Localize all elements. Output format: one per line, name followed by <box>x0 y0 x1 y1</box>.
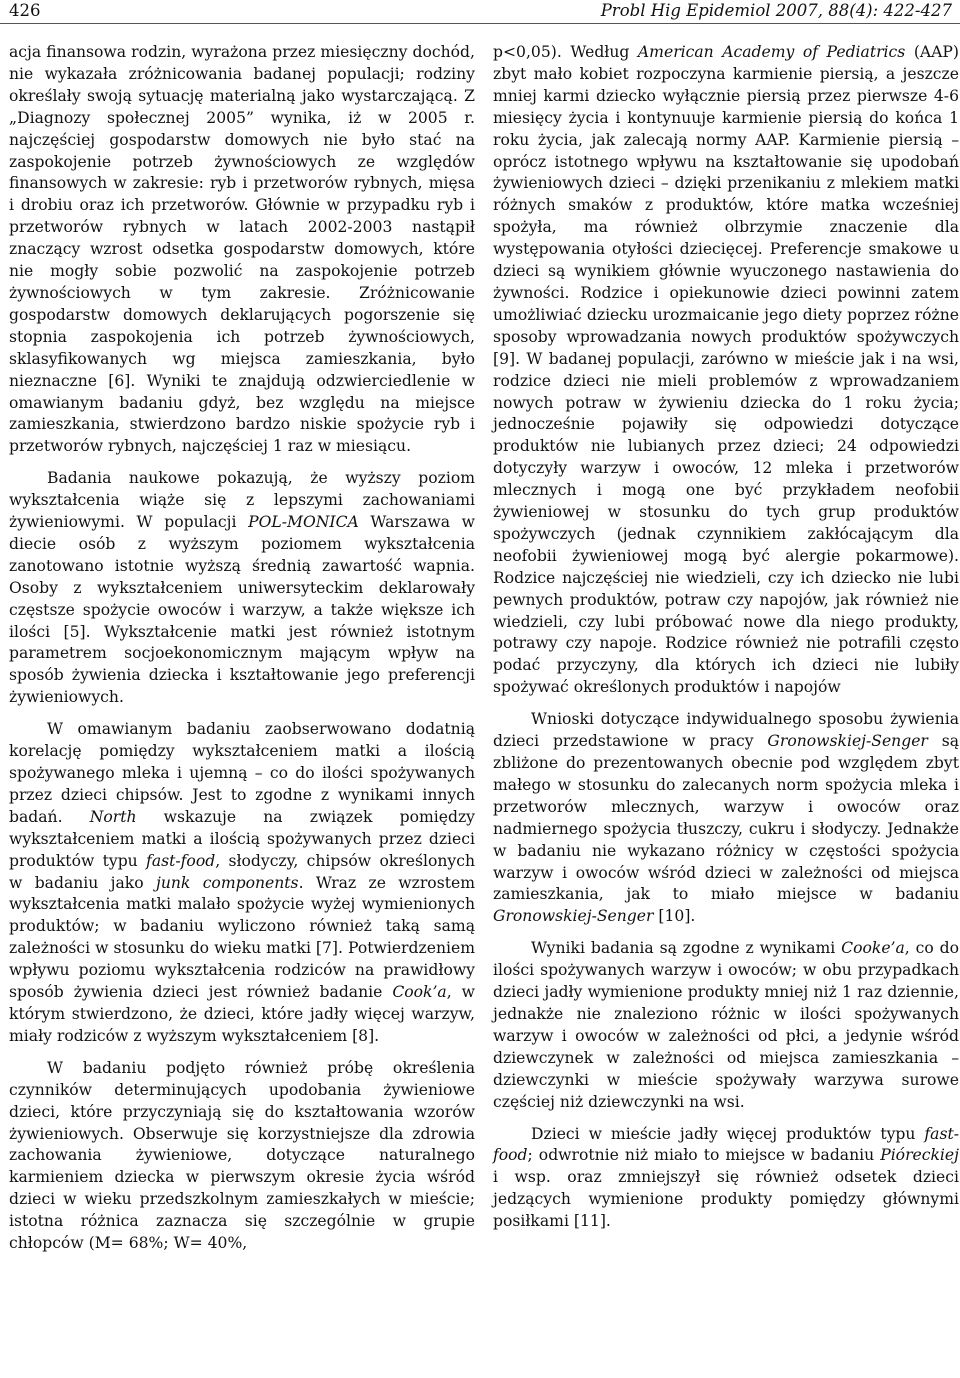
running-header <box>0 0 960 24</box>
journal-reference: Probl Hig Epidemiol 2007, 88(4): 422-427 <box>600 1 952 20</box>
paragraph-text: Wnioski dotyczące indywidualnego sposobu żywienia dzieci przedstawione w pracy <box>493 710 959 751</box>
page-number: 426 <box>9 1 41 20</box>
author-name: North <box>89 807 137 826</box>
paragraph-text: W badaniu podjęto również próbę określenia czynników determinujących upodobania żywieniowe dzieci, które przyczyniają się do kształtowania wzorów żywieniowych. Obserwuje się korzystniejsze dla zdrowia zachowania żywieniowe, dotyczące naturalnego karmieniem dziecka w pierwszym okresie życia wśród dzieci w wieku przedszkolnym zamieszkałych w mieście; istotna różnica zaznacza się szczególnie w grupie chłopców (M= 68%; W= 40%, <box>9 1058 475 1253</box>
paragraph <box>9 468 475 709</box>
paragraph-text: Dzieci w mieście jadły więcej produktów typu <box>531 1124 925 1143</box>
paragraph-text: . Wraz ze wzrostem wykształcenia matki malało spożycie wyżej wymienionych produktów; w badaniu wyliczono również taką samą zależności w stosunku do wieku matki [7]. Potwierdzeniem wpływu poziomu wykształcenia rodziców na prawidłowy sposób żywienia dzieci jest również badanie <box>9 873 475 1002</box>
paragraph-text: Wyniki badania są zgodne z wynikami <box>531 939 842 958</box>
paragraph <box>9 42 475 458</box>
author-name: Gronowskiej-Senger <box>767 732 928 751</box>
paragraph <box>493 1124 959 1234</box>
paragraph-text: W omawianym badaniu zaobserwowano dodatnią korelację pomiędzy wykształceniem matki a ilością spożywanego mleka i ujemną – co do ilości spożywanych przez dzieci chipsów. Jest to zgodne z wynikami innych badań. <box>9 720 475 826</box>
header-rule <box>0 23 960 24</box>
paragraph-text: , co do ilości spożywanych warzyw i owoców; w obu przypadkach dzieci jadły wymienione produkty mniej niż 1 raz dziennie, jednakże nie znaleziono różnic w ilości spożywanych warzyw i owoców w zależności od płci, a jedynie wśród dziewczynek w zależności od miejsca zamieszkania – dziewczynki w mieście spożywały warzywa surowe częściej niż dziewczynki na wsi. <box>493 939 959 1111</box>
paragraph-text: (AAP) zbyt mało kobiet rozpoczyna karmienie piersią, a jeszcze mniej karmi dziecko wyłącznie piersią przez pierwsze 4-6 miesięcy życia i kontynuuje karmienie piersią do końca 1 roku życia, jak zalecają normy AAP. Karmienie piersią – oprócz istotnego wpływu na kształtowanie się upodobań żywieniowych dzieci – dzięki przenikaniu z mlekiem matki różnych smaków z produktów, które matka wcześniej spożyła, ma również olbrzymie znaczenie dla występowania otyłości dziecięcej. Preferencje smakowe u dzieci są wynikiem głównie wyuczonego nastawienia do żywności. Rodzice i opiekunowie dzieci powinni zatem umożliwiać dziecku urozmaicanie jego diety poprzez różne sposoby wprowadzania nowych produktów spożywczych [9]. W badanej populacji, zarówno w mieście jak i na wsi, rodzice dzieci nie mieli problemów z wprowadzaniem nowych potraw w żywieniu dziecka do 1 roku życia; jednocześnie pojawiły się odpowiedzi dotyczące produktów nie lubianych przez dzieci; 24 odpowiedzi dotyczyły warzyw i owoców, 12 mleka i przetworów mlecznych i mogą one być przykładem neofobii żywieniowej w stosunku do tych grup produktów spożywczych (jednak czynnikiem zakłócającym dla neofobii żywieniowej mogą być alergie pokarmowe). Rodzice najczęściej nie wiedzieli, czy ich dziecko nie lubi pewnych produktów, potraw czy napojów, jak również nie wiedzieli, czy lubi próbować nowe dla niego produkty, potrawy czy napoje. Rodzice również nie potrafili często podać przyczyny, dla których ich dzieci nie lubiły spożywać określonych produktów i napojów <box>493 43 960 697</box>
paragraph-text: , w którym stwierdzono, że dzieci, które jadły więcej warzyw, miały rodziców z wyższym wykształceniem [8]. <box>9 983 475 1045</box>
paragraph-text: , słodyczy, chipsów określonych w badaniu jako <box>9 851 475 892</box>
paragraph-text: [10]. <box>653 907 696 926</box>
paragraph <box>493 938 959 1113</box>
paragraph-text: Warszawa w diecie osób z wyższym poziomem wykształcenia zanotowano istotnie wyższą średnią zawartość wapnia. Osoby z wykształceniem uniwersyteckim deklarowały częstsze spożycie owoców i warzyw, a także większe ich ilości [5]. Wykształcenie matki jest również istotnym parametrem socjoekonomicznym mającym wpływ na sposób żywienia dziecka i kształtowanie jego preferencji żywieniowych. <box>9 513 476 707</box>
paragraph-text: i wsp. oraz zmniejszył się również odsetek dzieci jedzących wymienione produkty pomiędzy głównymi posiłkami [11]. <box>493 1168 959 1231</box>
author-name: Pióreckiej <box>880 1146 959 1165</box>
paragraph <box>493 709 959 928</box>
study-name: POL-MONICA <box>248 513 359 532</box>
right-column <box>493 42 959 1233</box>
paragraph <box>493 42 959 699</box>
author-name: Cook’a <box>392 983 447 1002</box>
term: fast-food <box>146 851 216 870</box>
organization-name: American Academy of Pediatrics <box>637 43 906 61</box>
paragraph <box>9 719 475 1048</box>
author-name: Cooke’a <box>841 939 905 958</box>
paragraph <box>9 1058 475 1255</box>
left-column <box>9 42 475 1255</box>
paragraph-text: Badania naukowe pokazują, że wyższy poziom wykształcenia wiąże się z lepszymi zachowaniami żywieniowymi. W populacji <box>9 469 475 532</box>
author-name: Gronowskiej-Senger <box>493 907 654 926</box>
paragraph-text: acja finansowa rodzin, wyrażona przez miesięczny dochód, nie wykazała zróżnicowania badanej populacji; rodziny określały swoją sytuację materialną jako wystarczającą. Z „Diagnozy społecznej 2005” wynika, iż w 2005 r. najczęściej gospodarstw domowych nie było stać na zaspokojenie potrzeb żywnościowych ze względów finansowych w zakresie: ryb i przetworów rybnych, mięsa i drobiu oraz ich przetworów. Głównie w przypadku ryb i przetworów rybnych w latach 2002-2003 nastąpił znaczący wzrost odsetka gospodarstw domowych, które nie mogły sobie pozwolić na zaspokojenie potrzeb żywnościowych w tym zakresie. Zróżnicowanie gospodarstw domowych deklarujących pogorszenie się stopnia zaspokojenia ich potrzeb żywnościowych, sklasyfikowanych wg miejsca zamieszkania, było nieznaczne [6]. Wyniki te znajdują odzwierciedlenie w omawianym badaniu gdyż, bez względu na miejsce zamieszkania, stwierdzono bardzo niskie spożycie ryb i przetworów rybnych, najczęściej 1 raz w miesiącu. <box>9 43 475 456</box>
paragraph-text: p<0,05). Według <box>493 43 638 61</box>
term: fast-food <box>493 1124 959 1165</box>
paragraph-text: ; odwrotnie niż miało to miejsce w badaniu <box>527 1146 881 1165</box>
paragraph-text: są zbliżone do prezentowanych obecnie pod względem zbyt małego w stosunku do zalecanych norm spożycia mleka i przetworów mlecznych, warzyw i owoców oraz nadmiernego spożycia tłuszczy, cukru i słodyczy. Jednakże w badaniu nie wykazano różnicy w częstości spożycia warzyw i owoców wśród dzieci w zależności od miejsca zamieszkania, jak to miało miejsce w badaniu <box>493 732 959 904</box>
paragraph-text: wskazuje na związek pomiędzy wykształceniem matki a ilością spożywanych przez dzieci produktów typu <box>9 807 475 870</box>
term: junk components <box>155 873 299 892</box>
